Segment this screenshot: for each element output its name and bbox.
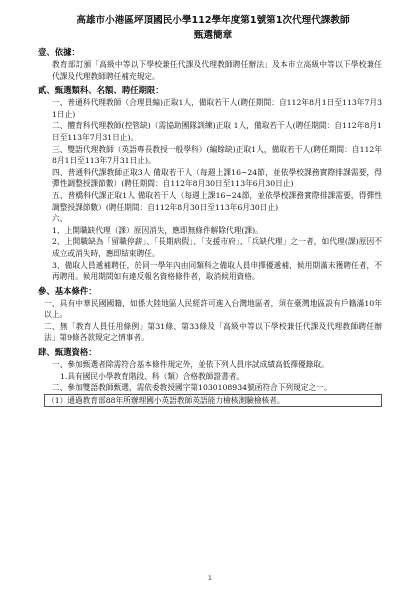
qualification-item-1: 一、參加甄選者除需符合基本條件規定外，並依下列人員序試成績高低擇優錄取。 — [52, 360, 329, 370]
position-item-4: 四、普通科代課教師正取3人 備取若干人（每週上課16~24節，並依學校課務實際排課需要，得彈性調整授課節數）(聘任期間：自112年8月30日至113年6月30日止) — [52, 167, 382, 189]
position-item-3: 三、雙語代理教師（英語專長教授一般學科）(編餘缺)正取1人，備取若干人(聘任期間：自112年8月1日至113年7月31日止)。 — [52, 144, 382, 166]
position-note-3: 3、備取人員遞補聘任，於同一學年內由同類科之備取人員申擇優遞補，候用期滿未獲聘任者，不再聘用。候用期間如有違反報名資格條件者，取消候用資格。 — [52, 260, 382, 282]
section-positions-heading: 貳、甄選類科、名額、聘任期限： — [38, 85, 164, 96]
position-item-1: 一、普通科代理教師（合理員編)正取1人，備取若干人(聘任期間：自112年8月1日至113年7月31日止) — [52, 98, 382, 119]
qualification-item-2-sub: （1）通過教育部88年所辦理國小英語教師英語能力檢核測驗檢核者。 — [44, 394, 382, 408]
position-note-2: 2、上開職缺為「留職停薪」、「長期病假」、「支援市府」、「兵缺代理」之一者，如代理(課)原因不成立或消失時，應即結束聘任。 — [52, 237, 382, 258]
section-basis-heading: 壹、依據： — [38, 47, 80, 57]
qualification-item-2: 二、參加雙語教師甄選，需依委教授國字第1030108934號函符合下列規定之一。 — [52, 383, 332, 393]
document-subtitle: 甄選簡章 — [193, 30, 233, 41]
section-conditions-heading: 參、基本條件： — [38, 285, 97, 296]
position-item-2: 二、體育科代理教師(控管缺)（需協助團隊訓練)正取 1人，備取若干人(聘任期間：自112年8月1日至113年7月31日止)。 — [52, 121, 382, 142]
condition-item-2: 二、無「教育人員任用條例」第31條、第33條及「高級中等以下學校兼任代課及代理教師聘任辦法」第9條各款規定之情事者。 — [44, 321, 382, 343]
condition-item-1: 一、具有中華民國國籍，如係大陸地區人民經許可進入台灣地區者，須在臺灣地區設有戶籍滿10年以上。 — [44, 298, 382, 320]
position-item-6-label: 六、 — [52, 214, 68, 224]
position-item-5: 五、普橋科代課正取1人 備取若干人（每週上課16~24節，並依學校課務實際排課需要，得彈性調整授課節數）(聘任期間：自112年8月30日至113年6月30日止) — [52, 190, 382, 212]
position-note-1: 1、上開職缺代理（課）原因消失，應即無條件解除代理(課)。 — [52, 225, 263, 235]
section-qualifications-heading: 肆、甄選資格： — [38, 347, 97, 358]
page-number: 1 — [207, 574, 213, 582]
document-title: 高雄市小港區坪頂國民小學112學年度第1號第1次代理代課教師 — [76, 15, 350, 26]
qualification-item-1-sub: 1.具有國民小學教育階段、科（類）合格教師證書者。 — [60, 371, 245, 381]
section-basis-text: 教育部訂頒「高級中等以下學校兼任代課及代理教師聘任辦法」及本市立高級中等以下學校兼任代課及代理教師聘任補充規定。 — [52, 60, 382, 81]
